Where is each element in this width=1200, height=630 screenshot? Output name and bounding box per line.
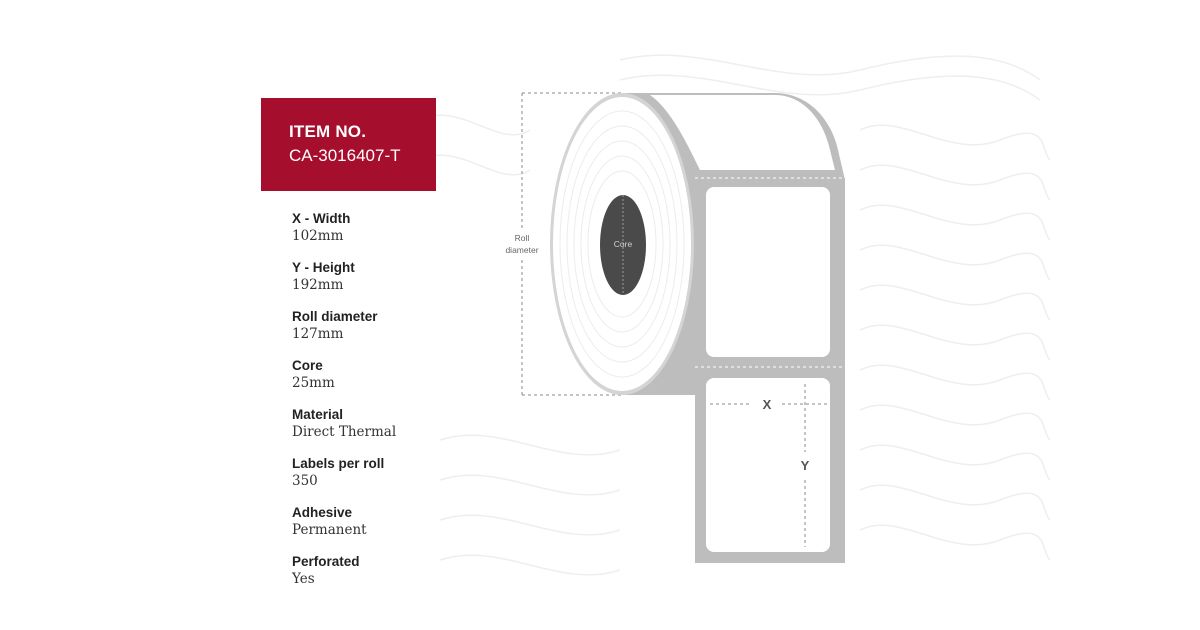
spec-value: 350 [292, 473, 318, 489]
spec-x-width [292, 210, 492, 259]
spec-y-height [292, 259, 492, 308]
item-number-box [261, 98, 436, 191]
x-dimension-label: X [762, 397, 772, 412]
spec-value: 102mm [292, 228, 344, 244]
core-label: Core [613, 239, 633, 249]
spec-value: 127mm [292, 326, 344, 342]
item-number: CA-3016407-T [289, 146, 401, 165]
spec-label: Y - Height [292, 260, 355, 275]
spec-label: X - Width [292, 211, 351, 226]
specifications-list [292, 210, 492, 602]
spec-core [292, 357, 492, 406]
spec-label: Material [292, 407, 344, 422]
spec-adhesive [292, 504, 492, 553]
roll-diameter-label-line2: diameter [505, 245, 539, 255]
y-dimension-label: Y [800, 458, 810, 473]
spec-value: Direct Thermal [292, 424, 397, 440]
spec-value: 192mm [292, 277, 344, 293]
roll-diameter-label-line1: Roll [514, 233, 530, 243]
spec-label: Core [292, 358, 323, 373]
spec-labels-per-roll [292, 455, 492, 504]
item-heading: ITEM NO. [289, 122, 367, 141]
spec-perforated [292, 553, 492, 602]
spec-material [292, 406, 492, 455]
spec-roll-diameter [292, 308, 492, 357]
label-roll-diagram [495, 85, 855, 565]
spec-label: Perforated [292, 554, 360, 569]
spec-value: Yes [292, 571, 315, 587]
spec-label: Roll diameter [292, 309, 378, 324]
spec-label: Labels per roll [292, 456, 385, 471]
spec-value: Permanent [292, 522, 367, 538]
label-top [706, 187, 830, 357]
spec-value: 25mm [292, 375, 335, 391]
spec-label: Adhesive [292, 505, 353, 520]
